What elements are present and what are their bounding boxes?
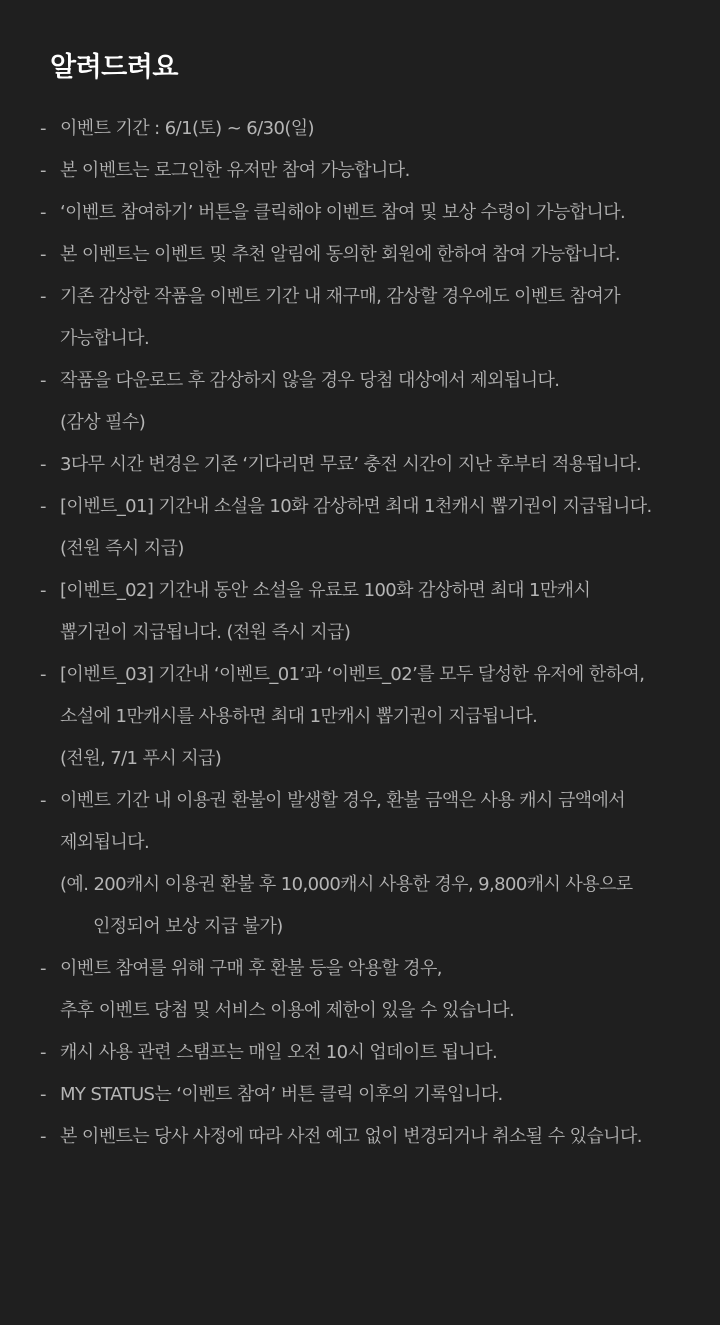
bullet-dash: -	[40, 160, 47, 181]
bullet-dash: -	[40, 286, 47, 307]
notice-item	[0, 150, 720, 192]
notice-item	[0, 780, 720, 948]
notice-item	[0, 360, 720, 444]
notice-item	[0, 570, 720, 654]
bullet-dash: -	[40, 118, 47, 139]
bullet-dash: -	[40, 202, 47, 223]
notice-item-text: (전원 즉시 지급)	[60, 538, 184, 559]
bullet-dash: -	[40, 1126, 47, 1147]
bullet-dash: -	[40, 496, 47, 517]
bullet-dash: -	[40, 370, 47, 391]
notice-item	[0, 108, 720, 150]
notice-item-text: 본 이벤트는 로그인한 유저만 참여 가능합니다.	[60, 160, 410, 181]
notice-item	[0, 444, 720, 486]
bullet-dash: -	[40, 1084, 47, 1105]
notice-item-text: 기존 감상한 작품을 이벤트 기간 내 재구매, 감상할 경우에도 이벤트 참여가	[60, 286, 620, 307]
bullet-dash: -	[40, 1042, 47, 1063]
notice-item-text: 본 이벤트는 이벤트 및 추천 알림에 동의한 회원에 한하여 참여 가능합니다.	[60, 244, 620, 265]
bullet-dash: -	[40, 664, 47, 685]
notice-item-text: 3다무 시간 변경은 기존 ‘기다리면 무료’ 충전 시간이 지난 후부터 적용됩니다.	[60, 454, 642, 475]
notice-item-text: (예. 200캐시 이용권 환불 후 10,000캐시 사용한 경우, 9,800캐시 사용으로	[60, 874, 633, 895]
notice-item-text-indented: 인정되어 보상 지급 불가)	[93, 916, 283, 937]
notice-item-text: 가능합니다.	[60, 328, 150, 349]
notice-item-text: (전원, 7/1 푸시 지급)	[60, 748, 222, 769]
notice-item-text: 제외됩니다.	[60, 832, 150, 853]
notice-item-text: 캐시 사용 관련 스탬프는 매일 오전 10시 업데이트 됩니다.	[60, 1042, 498, 1063]
notice-item-text: 이벤트 기간 : 6/1(토) ~ 6/30(일)	[60, 118, 314, 139]
bullet-dash: -	[40, 454, 47, 475]
bullet-dash: -	[40, 580, 47, 601]
notice-item-text: ‘이벤트 참여하기’ 버튼을 클릭해야 이벤트 참여 및 보상 수령이 가능합니다.	[60, 202, 626, 223]
notice-item-text: 본 이벤트는 당사 사정에 따라 사전 예고 없이 변경되거나 취소될 수 있습니다.	[60, 1126, 642, 1147]
notice-item-text: (감상 필수)	[60, 412, 146, 433]
notice-item-text: [이벤트_02] 기간내 동안 소설을 유료로 100화 감상하면 최대 1만캐시	[60, 580, 591, 601]
notice-item	[0, 1032, 720, 1074]
notice-item	[0, 654, 720, 780]
notice-item	[0, 234, 720, 276]
notice-item	[0, 486, 720, 570]
notice-item	[0, 948, 720, 1032]
notice-item-text: [이벤트_01] 기간내 소설을 10화 감상하면 최대 1천캐시 뽑기권이 지급됩니다.	[60, 496, 652, 517]
bullet-dash: -	[40, 790, 47, 811]
notice-item-text: 이벤트 참여를 위해 구매 후 환불 등을 악용할 경우,	[60, 958, 442, 979]
notice-item	[0, 1074, 720, 1116]
bullet-dash: -	[40, 958, 47, 979]
notice-item-text: 추후 이벤트 당첨 및 서비스 이용에 제한이 있을 수 있습니다.	[60, 1000, 515, 1021]
notice-item-text: MY STATUS는 ‘이벤트 참여’ 버튼 클릭 이후의 기록입니다.	[60, 1084, 503, 1105]
notice-title: 알려드려요	[50, 52, 178, 83]
notice-item	[0, 192, 720, 234]
notice-item-text: 작품을 다운로드 후 감상하지 않을 경우 당첨 대상에서 제외됩니다.	[60, 370, 560, 391]
notice-item-text: 뽑기권이 지급됩니다. (전원 즉시 지급)	[60, 622, 351, 643]
notice-item	[0, 276, 720, 360]
notice-item	[0, 1116, 720, 1158]
bullet-dash: -	[40, 244, 47, 265]
notice-item-text: 이벤트 기간 내 이용권 환불이 발생할 경우, 환불 금액은 사용 캐시 금액에서	[60, 790, 626, 811]
notice-item-text: 소설에 1만캐시를 사용하면 최대 1만캐시 뽑기권이 지급됩니다.	[60, 706, 538, 727]
notice-item-text: [이벤트_03] 기간내 ‘이벤트_01’과 ‘이벤트_02’를 모두 달성한 유저에 한하여,	[60, 664, 645, 685]
notice-list	[0, 108, 720, 1158]
